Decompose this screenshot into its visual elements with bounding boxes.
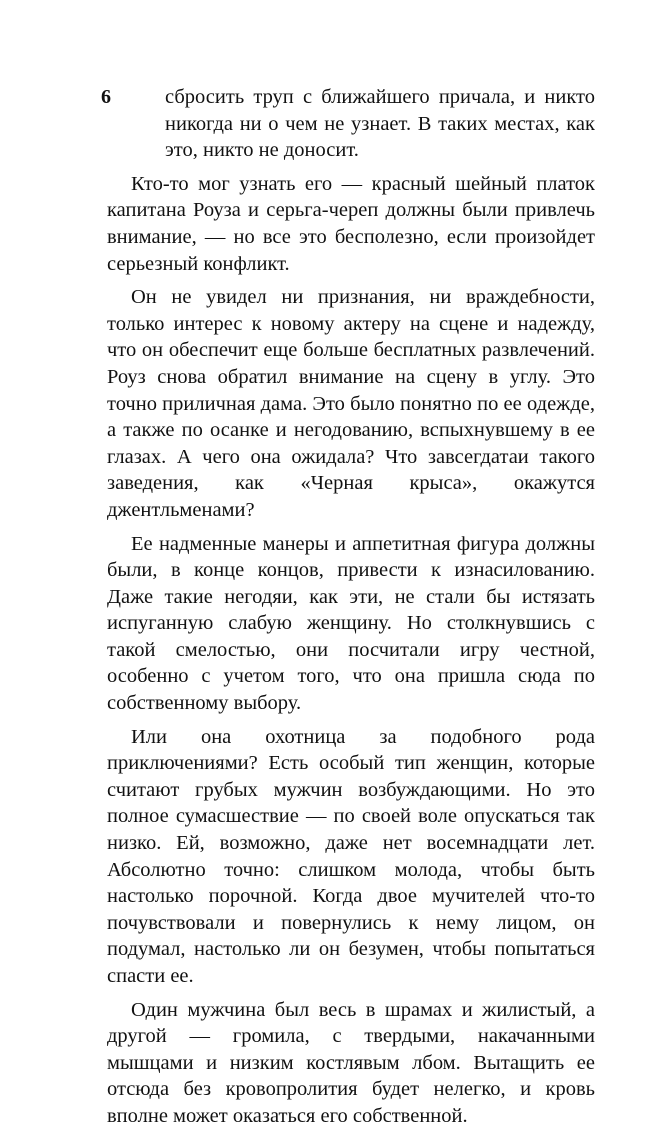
body-text [107,84,595,1137]
paragraph-2: Кто-то мог узнать его — красный шейный платок капитана Роуза и серьга-череп должны были привлечь внимание, — но все это бесполезно, если произойдет серьезный конфликт. [107,172,595,275]
page-number: 6 [101,86,111,108]
paragraph-5: Или она охотница за подобного рода приключениями? Есть особый тип женщин, которые считают грубых мужчин возбуждающими. Но это полное сумасшествие — по своей воле опускаться так низко. Ей, возможно, даже нет восемнадцати лет. Абсолютно точно: слишком молода, чтобы быть настолько порочной. Когда двое мучителей что-то почувствовали и повернулись к нему лицом, он подумал, настолько ли он безумен, чтобы попытаться спасти ее. [107,725,595,987]
paragraph-3: Он не увидел ни признания, ни враждебности, только интерес к новому актеру на сцене и надежду, что он обеспечит еще больше бесплатных развлечений. Роуз снова обратил внимание на сцену в углу. Это точно приличная дама. Это было понятно по ее одежде, а также по осанке и негодованию, вспыхнувшему в ее глазах. А чего она ожидала? Что завсегдатаи такого заведения, как «Черная крыса», окажутся джентльменами? [107,286,595,521]
paragraph-1: сбросить труп с ближайшего причала, и никто никогда ни о чем не узнает. В таких местах, как это, никто не доносит. [165,86,595,162]
paragraph-6: Один мужчина был весь в шрамах и жилистый, а другой — громила, с твердыми, накачанными мышцами и низким костлявым лбом. Вытащить ее отсюда без кровопролития будет нелегко, и кровь вполне может оказаться его собственной. [107,998,595,1127]
paragraph-4: Ее надменные манеры и аппетитная фигура должны были, в конце концов, привести к изнасилованию. Даже такие негодяи, как эти, не стали бы истязать испуганную слабую женщину. Но столкнувшись с такой смелостью, они посчитали игру честной, особенно с учетом того, что она пришла сюда по собственному выбору. [107,532,595,715]
